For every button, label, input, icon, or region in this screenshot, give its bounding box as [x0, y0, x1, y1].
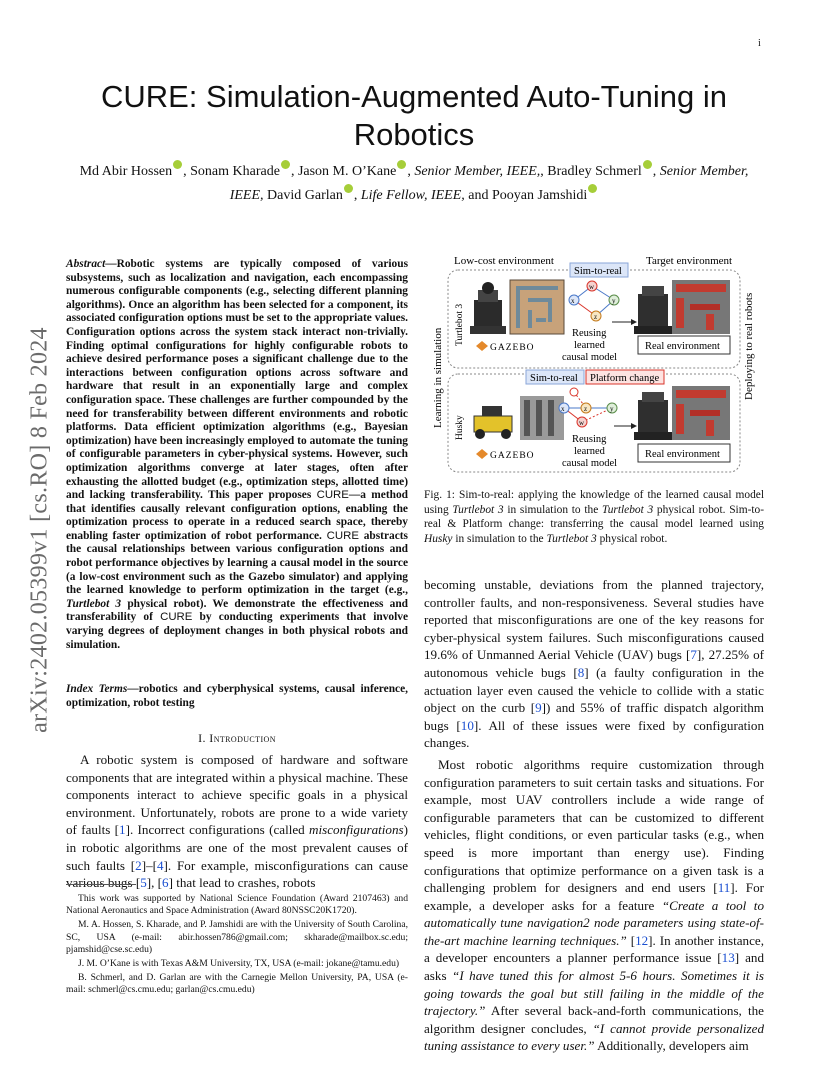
real-env-bottom-text: Real environment: [645, 449, 720, 460]
label-husky: Husky: [455, 415, 465, 440]
node-z-bottom: z: [584, 405, 588, 413]
husky-sim-scene: [520, 396, 564, 440]
node-w-bottom: w: [579, 419, 585, 427]
husky-sim-robot: [474, 406, 512, 439]
causal-model-bottom: causal model: [562, 458, 618, 469]
figure-1: [424, 250, 764, 480]
author-list: Md Abir Hossen , Sonam Kharade , Jason M. O’Kane , Senior Member, IEEE,, Bradley Schmerl , Senior Member, IEEE, David Garlan , Life Fellow, IEEE, and Pooyan Jamshidi: [74, 160, 754, 208]
label-learning-in-simulation: Learning in simulation: [432, 327, 444, 428]
gazebo-logo-top: [476, 341, 535, 353]
node-y-bottom: y: [610, 405, 614, 413]
label-target-env: Target environment: [646, 255, 733, 267]
real-arena-top: [672, 280, 730, 334]
arxiv-identifier-text: arXiv:2402.05399v1 [cs.RO] 8 Feb 2024: [26, 327, 53, 733]
badge-platform-change-text: Platform change: [590, 373, 660, 384]
paragraph-customization: Most robotic algorithms require customization through configuration parameters to suit certain tasks and situations. For example, most UAV controllers include a wide range of configurable parameters that can be customized to different vehicles, flight conditions, or even particular tasks (e.g., when speed is more important than energy use). Finding configurations that optimize performance on a given task is a challenging problem for designers and end users [11]. For example, a developer asks for a feature “Create a tool to automatically tune navigation2 node parameters using state-of-the-art machine learning techniques.” [12]. In another instance, a developer encounters a planner performance issue [13] and asks “I have tuned this for almost 5-6 hours. Sometimes it is going towards the goal but still failing in the middle of the trajectory.” After several back-and-forth communications, the algorithm designer concludes, “I cannot provide personalized tuning assistance to every user.” Additionally, developers aim: [424, 756, 765, 1054]
node-y-top: y: [612, 297, 616, 305]
footnote-rule: [66, 884, 136, 885]
svg-text:GAZEBO: GAZEBO: [490, 451, 535, 461]
page-number: i: [758, 38, 761, 49]
abstract: Abstract—Robotic systems are typically composed of various subsystems, such as localization and navigation, each encompassing numerous configurable components (e.g., selecting different planning algorithms). Once an algorithm has been selected for a component, its associated configuration options must be set to the appropriate values. Configuration options across the system stack interact non-trivially. Finding optimal configurations for highly configurable robots to achieve desired performance poses a significant challenge due to the interactions between configuration options across software and hardware that result in an exponentially large and complex configuration space. These challenges are further compounded by the need for transferability between different environments and robotic platforms. Data efficient optimization algorithms (e.g., Bayesian optimization) have been increasingly employed to automate the tuning of configurable parameters in cyber-physical systems. However, such optimization algorithms converge at later stages, often after exhausting the allotted budget (e.g., optimization steps, allotted time) and lacking transferability. This paper proposes CURE—a method that identifies causally relevant configuration options, enabling the optimization process to operate in a reduced search space, thereby enabling faster optimization of robot performance. CURE abstracts the causal relationships between various configuration options and robot performance objectives by learning a causal model in the source (a low-cost environment such as the Gazebo simulator) and applying the learned knowledge to perform optimization in the target (e.g., Turtlebot 3 physical robot). We demonstrate the effectiveness and transferability of CURE by conducting experiments that involve varying degrees of deployment changes in both physical robots and simulation.: [66, 258, 408, 651]
svg-text:GAZEBO: GAZEBO: [490, 343, 535, 353]
real-robot-top: [634, 286, 672, 334]
paper-title: CURE: Simulation-Augmented Auto-Tuning in Robotics: [100, 79, 728, 152]
footnote-funding: This work was supported by National Science Foundation (Award 2107463) and National Aeronautics and Space Administration (Award 80NSSC20K1720).: [66, 893, 408, 917]
right-column-text: [424, 576, 764, 1055]
section-heading: [66, 731, 408, 746]
causal-graph-bottom: [559, 388, 617, 427]
figure-caption: Fig. 1: Sim-to-real: applying the knowledge of the learned causal model using Turtlebot 3 in simulation to the Turtlebot 3 physical robot. Sim-to-real & Platform change: transferring the causal model learned using Husky in simulation to the Turtlebot 3 physical robot.: [424, 489, 765, 545]
section-heading-text: I. Introduction: [198, 731, 276, 745]
paragraph-misconfigurations: becoming unstable, deviations from the planned trajectory, controller faults, and non-responsiveness. Several studies have reported that misconfigurations are one of the key reasons for cyber-physical system failures. Such misconfigurations caused 19.6% of Unmanned Aerial Vehicle (UAV) bugs [7], 27.25% of autonomous vehicle bugs [8] (a faulty configuration in the actuation layer even caused the vehicle to collide with a static object on the curb [9]) and 55% of traffic dispatch algorithm bugs [10]. All of these issues were fixed by configuration changes.: [424, 577, 764, 751]
causal-model-top: causal model: [562, 352, 618, 363]
causal-graph-top: [569, 281, 619, 321]
arxiv-identifier: [22, 295, 58, 765]
node-x-bottom: x: [561, 405, 565, 413]
footnote-affiliation-tamu: J. M. O’Kane is with Texas A&M University, TX, USA (e-mail: jokane@tamu.edu): [78, 958, 400, 970]
footnote-affiliation-usc: M. A. Hossen, S. Kharade, and P. Jamshidi are with the University of South Carolina, SC, USA (e-mail: abir.hossen786@gmail.com; skharade@mailbox.sc.edu; pjamshid@cse.sc.edu): [66, 919, 408, 955]
index-terms: Index Terms—robotics and cyberphysical systems, causal inference, optimization, robot testing: [66, 683, 408, 709]
gazebo-logo-bottom: [476, 449, 535, 461]
reusing-bottom: Reusing: [572, 434, 607, 445]
badge-sim-to-real-bottom-text: Sim-to-real: [530, 373, 578, 384]
figure-1-diagram: [424, 250, 764, 480]
reusing-top: Reusing: [572, 328, 607, 339]
learned-top: learned: [574, 340, 605, 351]
footnote-affiliation-cmu: B. Schmerl, and D. Garlan are with the Carnegie Mellon University, PA, USA (e-mail: schmerl@cs.cmu.edu; garlan@cs.cmu.edu): [66, 972, 408, 996]
label-low-cost-env: Low-cost environment: [454, 255, 554, 267]
turtlebot-sim-robot: [470, 282, 506, 334]
label-turtlebot: Turtlebot 3: [455, 303, 465, 346]
maze-sim-map: [510, 280, 564, 334]
node-z-top: z: [594, 313, 598, 321]
badge-sim-to-real-top-text: Sim-to-real: [574, 266, 622, 277]
real-robot-bottom: [634, 392, 672, 440]
label-deploying-to-real-robots: Deploying to real robots: [743, 292, 755, 400]
footnotes: [66, 893, 408, 999]
node-w-top: w: [589, 283, 595, 291]
real-env-top-text: Real environment: [645, 341, 720, 352]
learned-bottom: learned: [574, 446, 605, 457]
intro-paragraph: A robotic system is composed of hardware and software components that are integrated within a physical machine. These components interact to achieve specific goals in a physical environment. Unfortunately, robots are prone to a wide variety of faults [1]. Incorrect configurations (called misconfigurations) in robotic algorithms are one of the most prevalent causes of such faults [2]–[4]. For example, misconfigurations can cause various bugs [5], [6] that lead to crashes, robots: [66, 752, 409, 891]
real-arena-bottom: [672, 386, 730, 440]
node-x-top: x: [571, 297, 575, 305]
